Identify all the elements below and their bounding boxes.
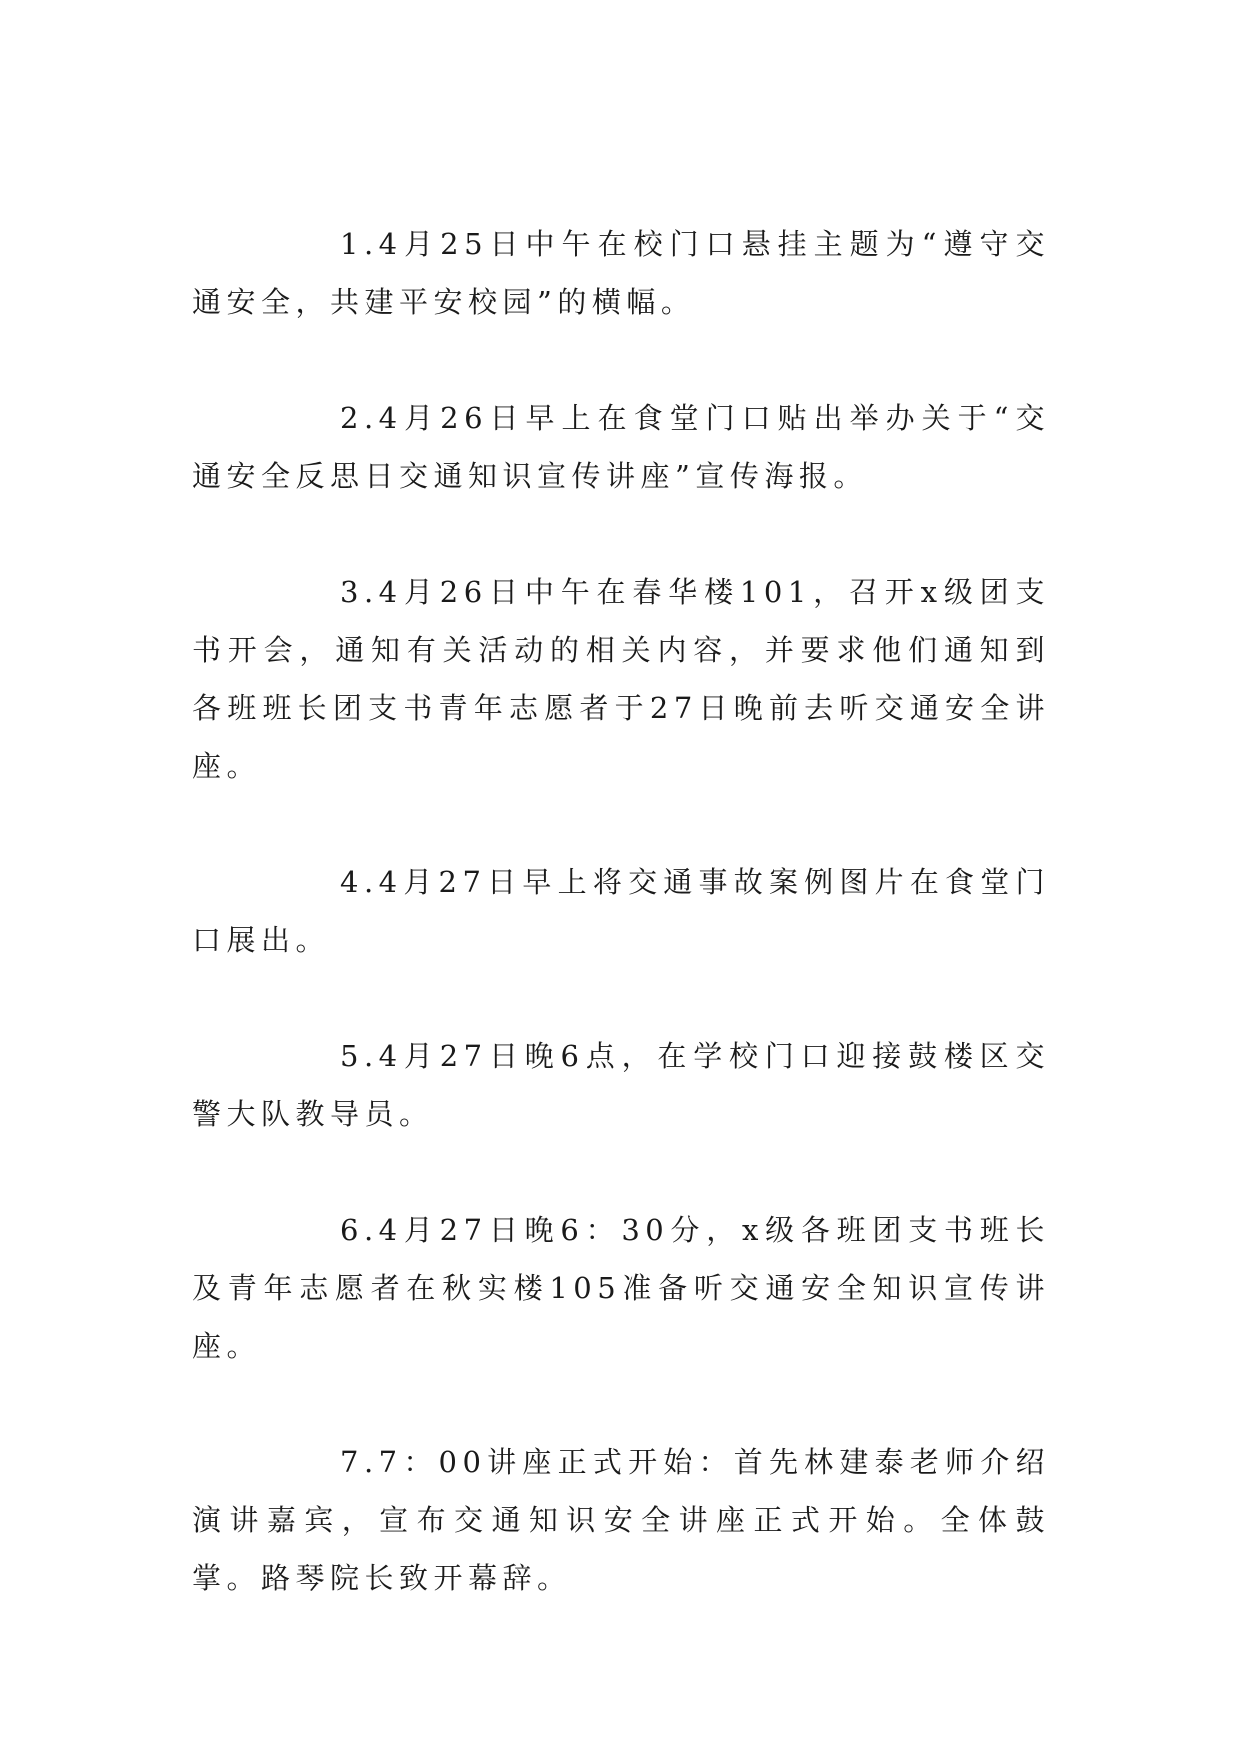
document-body	[192, 215, 1050, 1665]
paragraph-7: 7.7：00讲座正式开始：首先林建泰老师介绍演讲嘉宾，宣布交通知识安全讲座正式开始。全体鼓掌。路琴院长致开幕辞。	[192, 1445, 1050, 1595]
paragraph-4: 4.4月27日早上将交通事故案例图片在食堂门口展出。	[192, 865, 1050, 957]
paragraph-5: 5.4月27日晚6点，在学校门口迎接鼓楼区交警大队教导员。	[192, 1039, 1050, 1131]
paragraph-3: 3.4月26日中午在春华楼101，召开x级团支书开会，通知有关活动的相关内容，并要求他们通知到各班班长团支书青年志愿者于27日晚前去听交通安全讲座。	[192, 575, 1050, 783]
paragraph-1: 1.4月25日中午在校门口悬挂主题为“遵守交通安全，共建平安校园”的横幅。	[192, 227, 1050, 319]
paragraph-6: 6.4月27日晚6：30分，x级各班团支书班长及青年志愿者在秋实楼105准备听交通安全知识宣传讲座。	[192, 1213, 1050, 1363]
paragraph-2: 2.4月26日早上在食堂门口贴出举办关于“交通安全反思日交通知识宣传讲座”宣传海报。	[192, 401, 1050, 493]
